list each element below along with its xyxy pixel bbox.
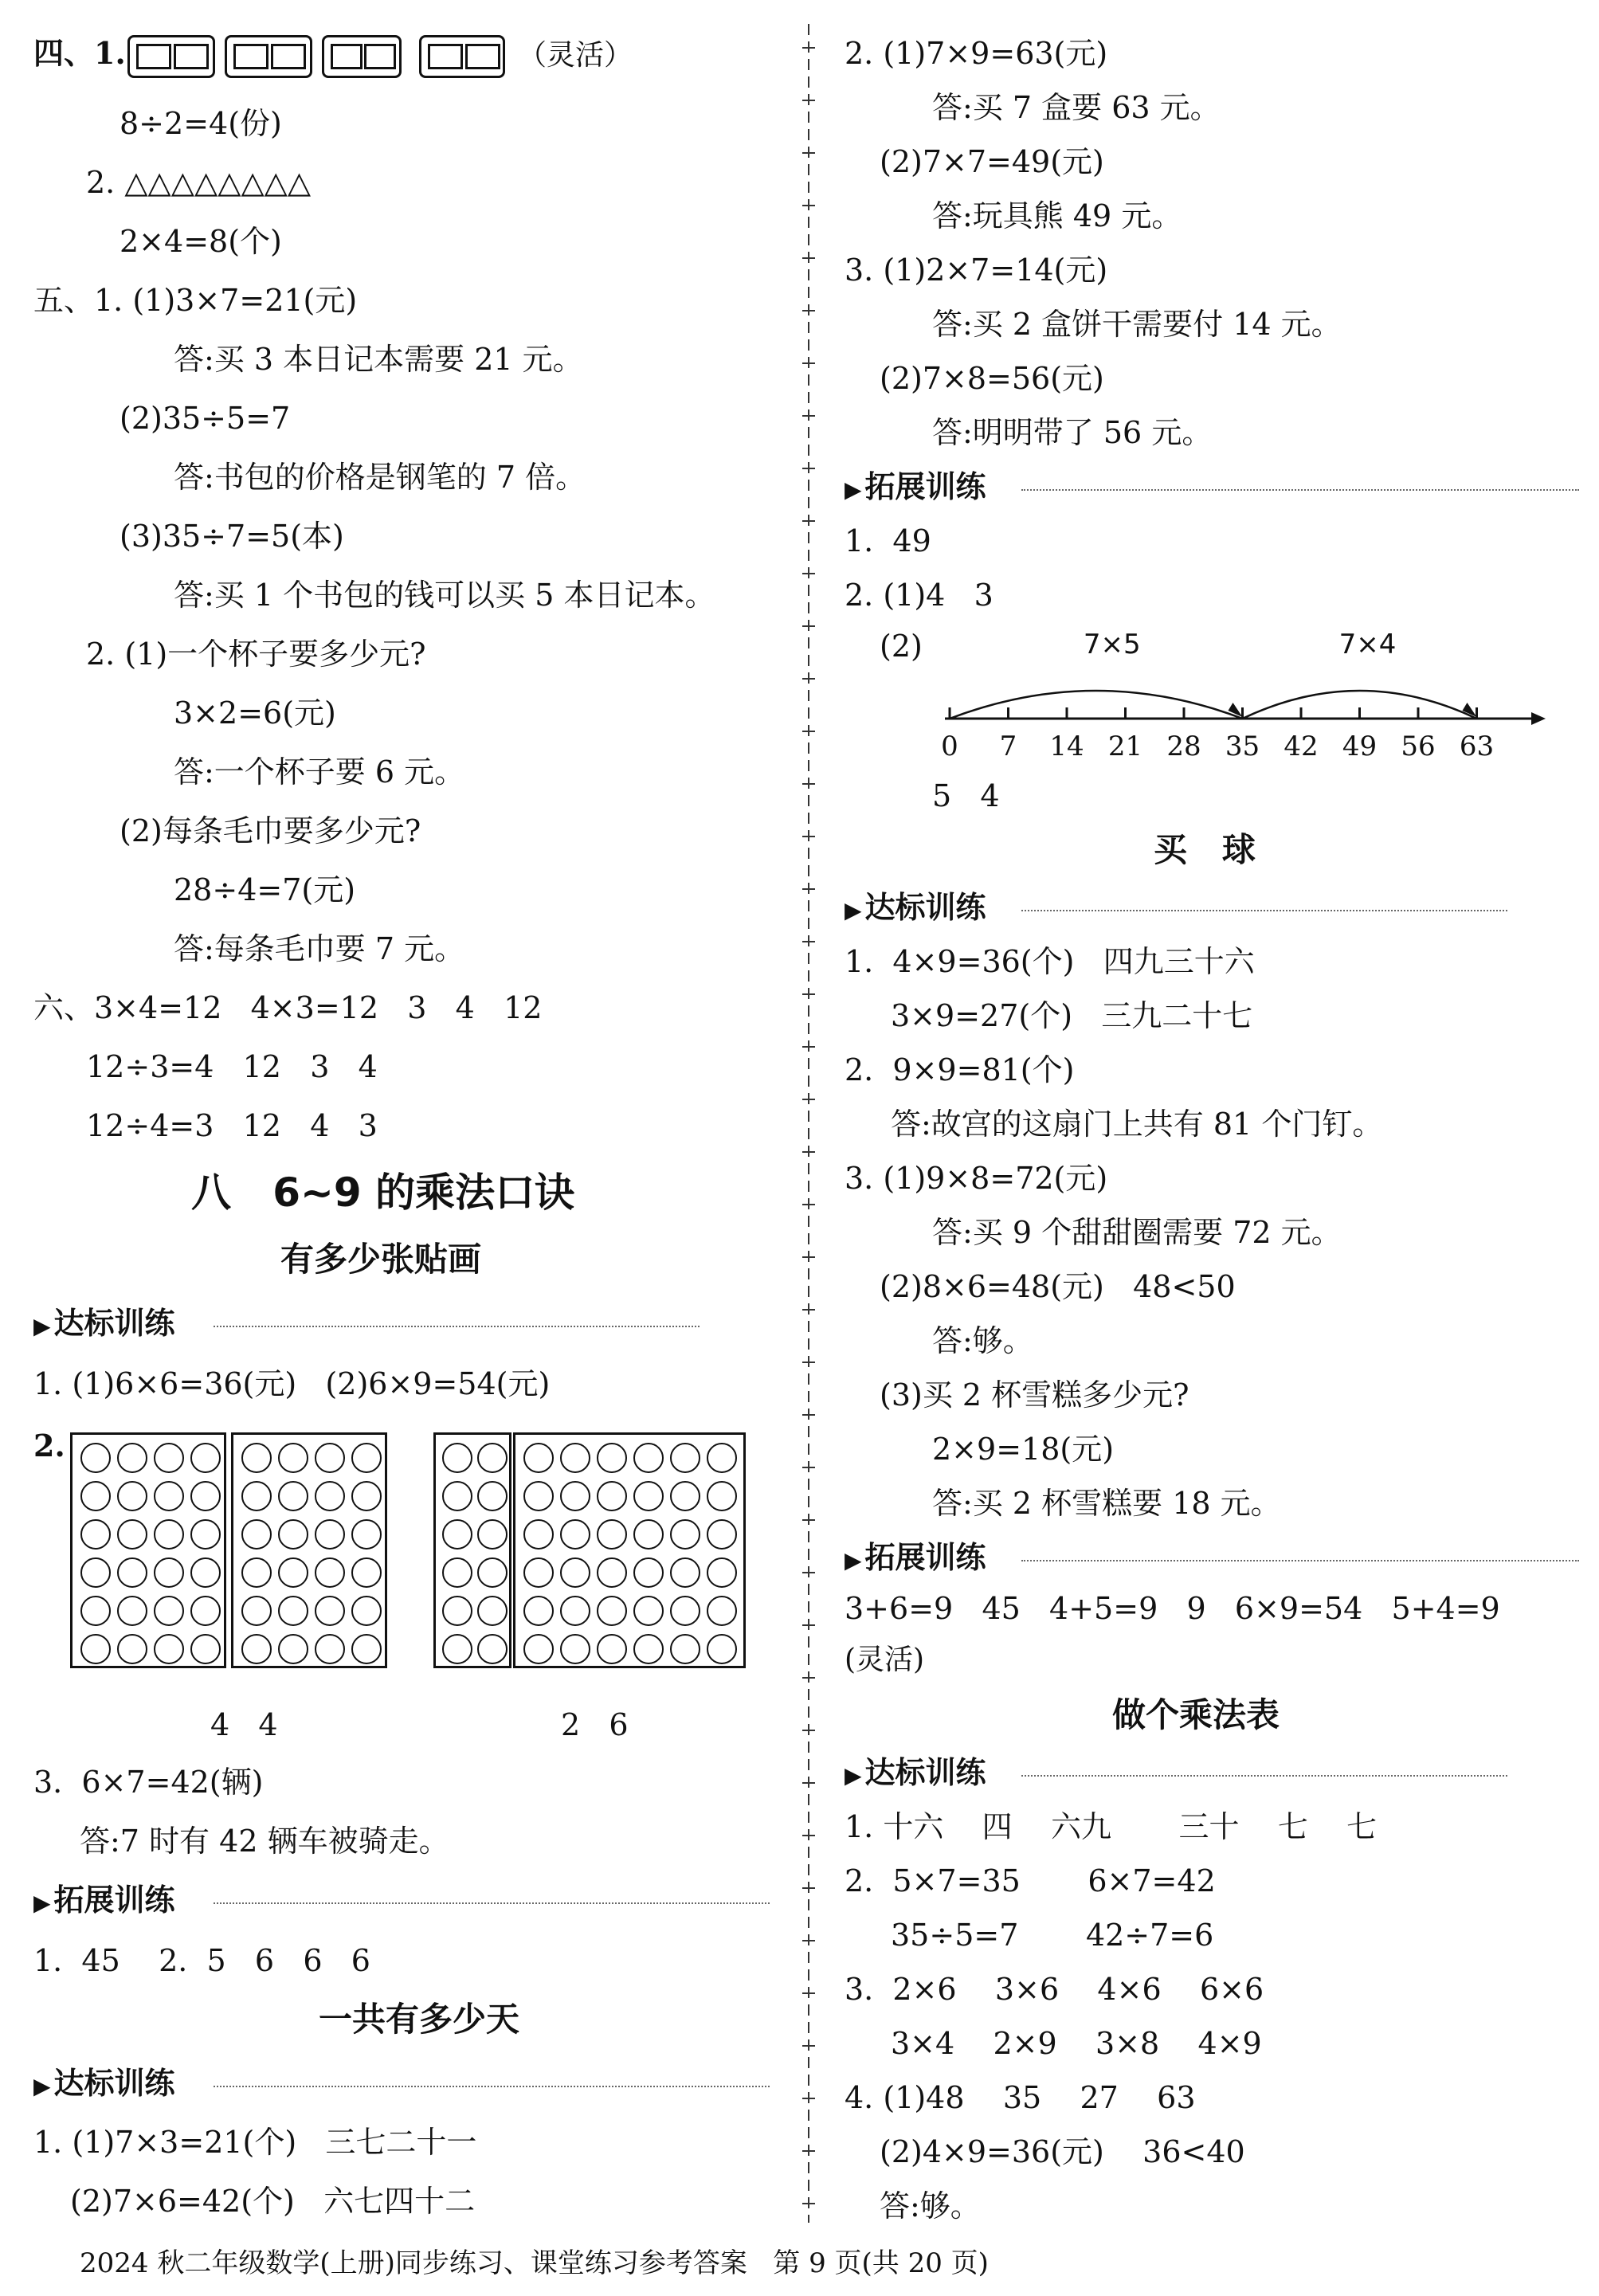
sticker-dot — [477, 1519, 508, 1550]
sticker-dot — [190, 1481, 221, 1511]
answer-box-1 — [127, 35, 215, 78]
sticker-dot — [633, 1519, 664, 1550]
m-q3b: 3×4 2×9 3×8 4×9 — [891, 2026, 1262, 2061]
b-a2: 答:故宫的这扇门上共有 81 个门钉。 — [891, 1107, 1383, 1142]
sticker-dot — [80, 1443, 111, 1473]
sticker-dot — [241, 1596, 272, 1626]
sticker-dot — [80, 1519, 111, 1550]
sticker-dot — [117, 1557, 147, 1588]
lesson-title-2: 一共有多少天 — [319, 2000, 520, 2039]
sticker-dot — [278, 1443, 308, 1473]
jump-arc-1 — [950, 691, 1243, 719]
number-line-tick-label: 49 — [1342, 731, 1378, 762]
l1-nums-b: 2 6 — [561, 1707, 629, 1742]
dotted-rule — [1021, 910, 1507, 911]
s5-a5: 答:每条毛巾要 7 元。 — [174, 931, 465, 966]
l1-q1: 1. (1)6×6=36(元) (2)6×9=54(元) — [33, 1366, 551, 1401]
s4-note: （灵活） — [518, 39, 633, 72]
column-divider — [797, 24, 821, 2223]
r-a3b: 答:明明带了 56 元。 — [932, 415, 1213, 450]
sticker-dot — [560, 1481, 590, 1511]
r-a2b: 答:玩具熊 49 元。 — [932, 198, 1182, 233]
sticker-dot — [523, 1481, 554, 1511]
sticker-dot — [670, 1596, 700, 1626]
sticker-dot — [707, 1596, 737, 1626]
sticker-dot — [707, 1557, 737, 1588]
s5-a1: 答:买 3 本日记本需要 21 元。 — [174, 342, 583, 377]
sticker-dot — [670, 1634, 700, 1664]
sticker-dot — [241, 1557, 272, 1588]
b-q3c: (3)买 2 杯雪糕多少元? — [880, 1377, 1189, 1412]
sticker-dot — [597, 1634, 627, 1664]
sticker-dot — [315, 1596, 345, 1626]
number-line-tick-label: 0 — [941, 731, 958, 762]
l2-q2: (2)7×6=42(个) 六七四十二 — [70, 2184, 476, 2219]
sticker-dot — [117, 1634, 147, 1664]
sticker-dot — [633, 1481, 664, 1511]
b-q1b: 3×9=27(个) 三九二十七 — [891, 998, 1253, 1033]
s5-q2: (2)35÷5=7 — [120, 401, 291, 436]
number-line-tick-label: 14 — [1049, 731, 1084, 762]
r-tz2b: (2) — [880, 629, 923, 664]
sticker-dot — [351, 1443, 382, 1473]
dotted-rule — [214, 2086, 770, 2087]
sticker-dot — [154, 1634, 184, 1664]
sticker-dot — [442, 1481, 472, 1511]
sticker-dot — [477, 1481, 508, 1511]
m-q4b: (2)4×9=36(元) 36<40 — [880, 2134, 1245, 2169]
sticker-dot — [278, 1519, 308, 1550]
sticker-dot — [670, 1481, 700, 1511]
sticker-dot — [351, 1596, 382, 1626]
l1-nums-a: 4 4 — [210, 1707, 278, 1742]
s5-a2: 答:书包的价格是钢笔的 7 倍。 — [174, 460, 586, 495]
sticker-dot — [670, 1557, 700, 1588]
section-dabiao-4: ▶ 达标训练 — [845, 1757, 986, 1788]
lesson-title-3: 买 球 — [1154, 830, 1256, 869]
m-a4: 答:够。 — [880, 2188, 981, 2224]
sticker-dot — [80, 1634, 111, 1664]
l1-q3: 3. 6×7=42(辆) — [33, 1765, 264, 1800]
s4-line4: 2×4=8(个) — [120, 224, 282, 259]
b-a3b: 答:够。 — [932, 1323, 1033, 1358]
s6-line3: 12÷4=3 12 4 3 — [86, 1108, 378, 1143]
s4-q2: 2. △△△△△△△△ — [86, 165, 312, 200]
sticker-dot — [278, 1481, 308, 1511]
l1-tuozhan: 1. 45 2. 5 6 6 6 — [33, 1943, 370, 1978]
m-q2: 2. 5×7=35 6×7=42 — [845, 1863, 1216, 1898]
sticker-dot — [241, 1634, 272, 1664]
s5-q3: (3)35÷7=5(本) — [120, 519, 344, 554]
s4-label: 四、1. — [33, 35, 126, 71]
b-q1: 1. 4×9=36(个) 四九三十六 — [845, 944, 1255, 979]
sticker-dot — [241, 1519, 272, 1550]
section-dabiao-1: ▶ 达标训练 — [33, 1308, 175, 1338]
dotted-rule — [1021, 1775, 1507, 1777]
number-line-tick-label: 28 — [1166, 731, 1201, 762]
answer-box-4 — [419, 35, 505, 78]
sticker-grid-3 — [433, 1432, 511, 1668]
sticker-dot — [597, 1519, 627, 1550]
sticker-dot — [241, 1481, 272, 1511]
sticker-dot — [154, 1519, 184, 1550]
number-line-tick-label: 56 — [1401, 731, 1436, 762]
b-tuozhan-note: (灵活) — [845, 1644, 925, 1676]
s5-q1: 五、1. (1)3×7=21(元) — [33, 283, 358, 318]
sticker-grid-2 — [231, 1432, 387, 1668]
sticker-dot — [278, 1634, 308, 1664]
section-dabiao-3: ▶ 达标训练 — [845, 892, 986, 923]
dotted-rule — [214, 1326, 700, 1327]
b-q3b: (2)8×6=48(元) 48<50 — [880, 1269, 1236, 1304]
sticker-dot — [560, 1557, 590, 1588]
b-q2: 2. 9×9=81(个) — [845, 1052, 1075, 1087]
sticker-dot — [351, 1519, 382, 1550]
section-dabiao-2: ▶ 达标训练 — [33, 2068, 175, 2098]
sticker-dot — [633, 1443, 664, 1473]
sticker-dot — [154, 1481, 184, 1511]
sticker-dot — [190, 1557, 221, 1588]
r-q3: 3. (1)2×7=14(元) — [845, 253, 1108, 288]
sticker-dot — [633, 1557, 664, 1588]
sticker-dot — [707, 1443, 737, 1473]
sticker-dot — [633, 1634, 664, 1664]
r-a3: 答:买 2 盒饼干需要付 14 元。 — [932, 307, 1342, 342]
jump-label-2: 7×4 — [1338, 629, 1397, 660]
s5-q4: 2. (1)一个杯子要多少元? — [86, 637, 426, 672]
r-q3b: (2)7×8=56(元) — [880, 361, 1104, 396]
sticker-dot — [442, 1634, 472, 1664]
sticker-dot — [442, 1519, 472, 1550]
sticker-dot — [560, 1519, 590, 1550]
sticker-dot — [442, 1557, 472, 1588]
r-q2b: (2)7×7=49(元) — [880, 144, 1104, 179]
sticker-dot — [278, 1596, 308, 1626]
sticker-grid-4 — [513, 1432, 746, 1668]
sticker-dot — [523, 1634, 554, 1664]
dotted-rule — [1021, 489, 1579, 491]
sticker-dot — [523, 1519, 554, 1550]
r-q2: 2. (1)7×9=63(元) — [845, 36, 1108, 71]
sticker-dot — [190, 1519, 221, 1550]
l1-q2: 2. — [33, 1428, 65, 1463]
sticker-dot — [80, 1596, 111, 1626]
sticker-dot — [633, 1596, 664, 1626]
sticker-dot — [442, 1596, 472, 1626]
r-tz1: 1. 49 — [845, 523, 931, 558]
number-line-tick-label: 63 — [1459, 731, 1495, 762]
sticker-dot — [278, 1557, 308, 1588]
sticker-grid-1 — [70, 1432, 226, 1668]
sticker-dot — [597, 1557, 627, 1588]
number-line-tick-label: 7 — [999, 731, 1017, 762]
sticker-dot — [707, 1481, 737, 1511]
sticker-dot — [597, 1596, 627, 1626]
b-a3c: 答:买 2 杯雪糕要 18 元。 — [932, 1486, 1281, 1521]
answer-box-2 — [225, 35, 312, 78]
unit-title: 八 6~9 的乘法口诀 — [191, 1170, 575, 1216]
sticker-dot — [670, 1519, 700, 1550]
s5-line5: 3×2=6(元) — [174, 695, 336, 731]
number-line — [916, 621, 1554, 765]
section-tuozhan-2: ▶ 拓展训练 — [845, 472, 986, 502]
sticker-dot — [154, 1443, 184, 1473]
sticker-dot — [523, 1596, 554, 1626]
sticker-dot — [315, 1443, 345, 1473]
sticker-dot — [477, 1634, 508, 1664]
section-tuozhan-1: ▶ 拓展训练 — [33, 1885, 175, 1915]
sticker-dot — [351, 1481, 382, 1511]
sticker-dot — [154, 1557, 184, 1588]
sticker-dot — [80, 1557, 111, 1588]
sticker-dot — [597, 1481, 627, 1511]
sticker-dot — [560, 1596, 590, 1626]
sticker-dot — [117, 1519, 147, 1550]
sticker-dot — [351, 1634, 382, 1664]
jump-label-1: 7×5 — [1083, 629, 1141, 660]
b-a3: 答:买 9 个甜甜圈需要 72 元。 — [932, 1215, 1342, 1250]
sticker-dot — [351, 1557, 382, 1588]
sticker-dot — [523, 1557, 554, 1588]
number-line-tick-label: 35 — [1225, 731, 1260, 762]
s6-line2: 12÷3=4 12 3 4 — [86, 1049, 378, 1084]
s6-line1: 六、3×4=12 4×3=12 3 4 12 — [33, 990, 543, 1025]
l2-q1: 1. (1)7×3=21(个) 三七二十一 — [33, 2125, 477, 2160]
page-footer: 2024 秋二年级数学(上册)同步练习、课堂练习参考答案 第 9 页(共 20 页) — [80, 2247, 989, 2279]
s5-q5: (2)每条毛巾要多少元? — [120, 813, 421, 848]
sticker-dot — [597, 1443, 627, 1473]
m-q3: 3. 2×6 3×6 4×6 6×6 — [845, 1972, 1264, 2007]
s5-a4: 答:一个杯子要 6 元。 — [174, 754, 465, 789]
sticker-dot — [241, 1443, 272, 1473]
b-l3c: 2×9=18(元) — [932, 1432, 1115, 1467]
sticker-dot — [190, 1596, 221, 1626]
b-tuozhan: 3+6=9 45 4+5=9 9 6×9=54 5+4=9 — [845, 1591, 1500, 1626]
l1-a3: 答:7 时有 42 辆车被骑走。 — [80, 1824, 449, 1859]
sticker-dot — [442, 1443, 472, 1473]
r-tz-ans: 5 4 — [932, 778, 1000, 813]
sticker-dot — [315, 1481, 345, 1511]
b-q3: 3. (1)9×8=72(元) — [845, 1161, 1108, 1196]
s4-line2: 8÷2=4(份) — [120, 106, 282, 141]
lesson-title-1: 有多少张贴画 — [280, 1240, 482, 1279]
sticker-dot — [477, 1557, 508, 1588]
sticker-dot — [117, 1481, 147, 1511]
sticker-dot — [117, 1443, 147, 1473]
lesson-title-4: 做个乘法表 — [1112, 1695, 1280, 1734]
sticker-dot — [477, 1443, 508, 1473]
answer-box-3 — [322, 35, 402, 78]
sticker-dot — [117, 1596, 147, 1626]
number-line-tick-label: 42 — [1284, 731, 1319, 762]
s5-line6: 28÷4=7(元) — [174, 872, 356, 907]
sticker-dot — [477, 1596, 508, 1626]
sticker-dot — [560, 1634, 590, 1664]
sticker-dot — [707, 1519, 737, 1550]
m-q4: 4. (1)48 35 27 63 — [845, 2080, 1196, 2115]
sticker-dot — [315, 1634, 345, 1664]
sticker-dot — [560, 1443, 590, 1473]
sticker-dot — [154, 1596, 184, 1626]
sticker-dot — [707, 1634, 737, 1664]
sticker-dot — [190, 1634, 221, 1664]
sticker-dot — [315, 1557, 345, 1588]
r-tz2: 2. (1)4 3 — [845, 578, 993, 613]
sticker-dot — [190, 1443, 221, 1473]
dotted-rule — [1021, 1560, 1579, 1561]
number-line-tick-label: 21 — [1107, 731, 1143, 762]
m-q2b: 35÷5=7 42÷7=6 — [891, 1918, 1214, 1953]
sticker-dot — [80, 1481, 111, 1511]
sticker-dot — [315, 1519, 345, 1550]
sticker-dot — [670, 1443, 700, 1473]
s5-a3: 答:买 1 个书包的钱可以买 5 本日记本。 — [174, 578, 715, 613]
section-tuozhan-3: ▶ 拓展训练 — [845, 1542, 986, 1573]
number-line-arrowhead — [1531, 712, 1546, 725]
sticker-dot — [523, 1443, 554, 1473]
dotted-rule — [214, 1902, 770, 1904]
r-a2: 答:买 7 盒要 63 元。 — [932, 90, 1221, 125]
m-q1: 1. 十六 四 六九 三十 七 七 — [845, 1809, 1378, 1844]
